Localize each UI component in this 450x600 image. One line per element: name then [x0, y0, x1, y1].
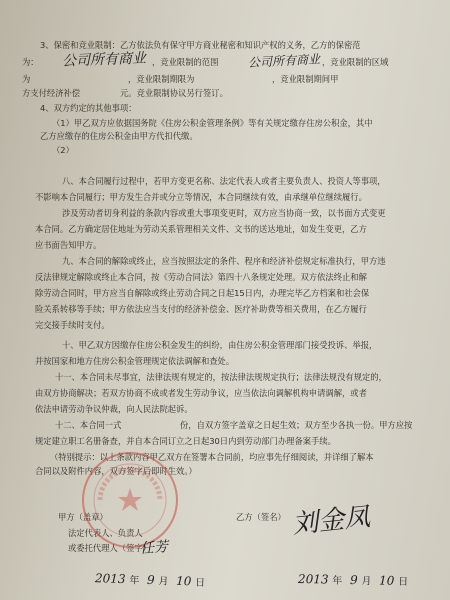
date-left-nian: 年: [129, 575, 140, 587]
date-left-month: 9: [146, 572, 155, 588]
contract-line: 乙方（签名）: [236, 512, 286, 522]
date-right: [298, 571, 408, 588]
contract-line: 不影响本合同履行；甲方发生合并或分立等情况，本合同继续有效，由承继单位继续履行。: [35, 192, 367, 202]
date-right-ri: 日: [398, 576, 409, 588]
contract-line: 或委托代理人（签字）: [68, 543, 151, 553]
company-seal: [82, 452, 178, 548]
date-left: [95, 570, 206, 589]
contract-line: 完交接手续时支付。: [35, 320, 110, 330]
employee-signature: 刘金凤: [290, 501, 372, 540]
contract-line: （特别提示：以上条款内容甲乙双方在签署本合同前，均应事先仔细阅读，并详细了解本: [50, 452, 374, 462]
contract-line: 甲方（盖章）: [58, 512, 108, 522]
date-right-year: 2013: [297, 572, 329, 587]
contract-line: 并按国家和地方住房公积金管理规定依法调解和查处。: [35, 356, 235, 366]
contract-line: 规定建立职工名册备查，并自本合同订立之日起30日内到劳动部门办理备案手续。: [35, 436, 336, 446]
date-left-year: 2013: [94, 571, 126, 587]
contract-line: 九、本合同的解除或终止，应当按照法定的条件、程序和经济补偿规定标准执行，甲方违: [62, 256, 386, 266]
representative-signature: 任芳: [139, 539, 169, 557]
contract-line: 为：: [22, 57, 39, 67]
contract-line: 份，自双方签字盖章之日起生效；双方至少各执一份。甲方应按: [180, 420, 413, 430]
contract-line: 合同以及附件内容，双方签字后即时生效。）: [35, 466, 197, 476]
contract-line: 为: [22, 74, 31, 84]
date-right-day: 10: [378, 573, 395, 588]
contract-line: （1）甲乙双方应依据国务院《住房公积金管理条例》等有关规定缴存住房公积金，其中: [52, 118, 373, 128]
contract-line: 3、保密和竞业限制：乙方依法负有保守甲方商业秘密和知识产权的义务，乙方的保密范: [40, 40, 361, 50]
handwritten-competition-scope: 公司所有商业: [247, 52, 321, 70]
contract-line: 方支付经济补偿: [22, 88, 81, 98]
contract-line: 元。竞业限制协议另行签订。: [120, 88, 228, 98]
contract-line: 十一、本合同未尽事宜，法律法规有规定的，按法律法规规定执行；法律法规没有规定的，: [55, 372, 387, 382]
contract-line: ，竞业限制的区域: [322, 57, 389, 67]
contract-line: 4、双方约定的其他事项：: [40, 103, 137, 113]
contract-line: ，竞业限制期间甲: [272, 74, 339, 84]
contract-line: 本合同。乙方确定居住地址为劳动关系管理相关文件、文书的送达地址，如发生变更，乙方: [35, 224, 367, 234]
contract-line: 除劳动合同时，甲方应当自解除或终止劳动合同之日起15日内，办理完毕乙方档案和社会保: [35, 288, 370, 298]
date-right-yue: 月: [361, 576, 372, 588]
contract-line: 八、本合同履行过程中，若甲方变更名称、法定代表人或者主要负责人、投资人等事项，: [62, 176, 386, 186]
date-right-month: 9: [349, 572, 358, 588]
contract-line: 法定代表人、负责人: [68, 528, 143, 538]
contract-line: 反法律规定解除或终止本合同，按《劳动合同法》第四十八条规定处理。双方依法终止和解: [35, 272, 367, 282]
contract-line: （2）: [52, 145, 74, 155]
contract-line: 十二、本合同一式: [55, 420, 122, 430]
date-left-yue: 月: [158, 576, 169, 588]
contract-line: 十、甲乙双方因缴存住房公积金发生的纠纷，由住房公积金管理部门接受投诉、举报，: [62, 340, 378, 350]
contract-line: 由双方协商解决；若双方协商不成或者发生劳动争议，应当依法向调解机构申请调解，或者: [35, 388, 367, 398]
contract-line: 涉及劳动者切身利益的条款内容或重大事项变更时，双方应当协商一致，以书面方式变更: [62, 208, 386, 218]
handwritten-secrecy-scope: 公司所有商业: [61, 50, 147, 70]
contract-line: 应书面告知甲方。: [35, 240, 102, 250]
contract-line: 乙方应缴存的住房公积金由甲方代扣代缴。: [40, 131, 198, 141]
contract-line: 险关系转移等手续；甲方依法应当支付的经济补偿金、医疗补助费等相关费用，在乙方履行: [35, 304, 367, 314]
contract-line: 依法申请劳动争议仲裁，向人民法院起诉。: [35, 404, 193, 414]
date-right-nian: 年: [332, 575, 343, 587]
date-left-ri: 日: [194, 577, 206, 589]
contract-line: ，竞业限制期限为: [128, 74, 195, 84]
contract-line: ，竞业限制的范围: [152, 57, 219, 67]
date-left-day: 10: [175, 573, 192, 589]
